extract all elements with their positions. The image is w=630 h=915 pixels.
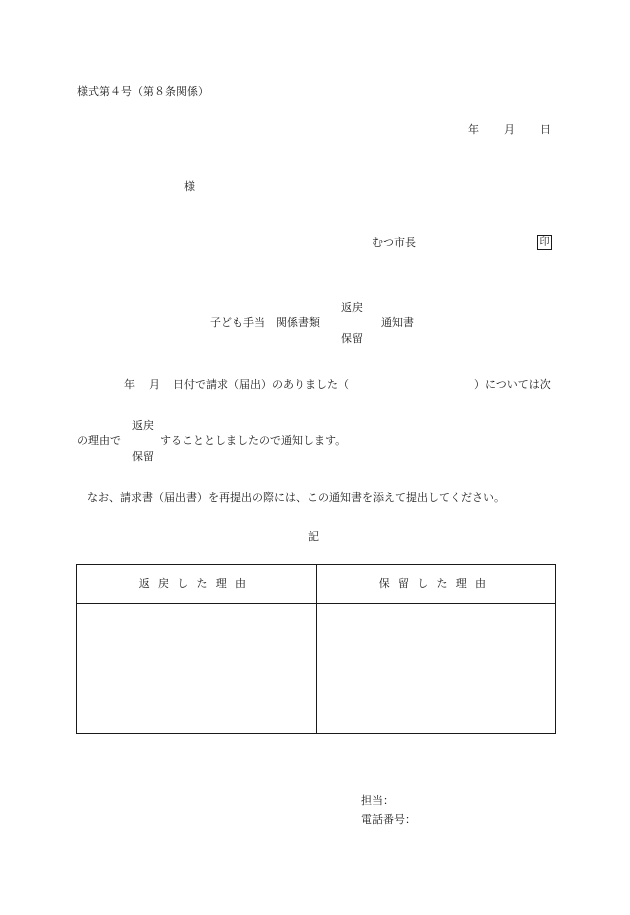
body-option-return: 返戻 xyxy=(132,419,154,432)
title-option-return: 返戻 xyxy=(341,301,363,314)
form-number: 様式第４号（第８条関係） xyxy=(77,85,209,98)
body-notice-text: することとしましたので通知します。 xyxy=(160,434,347,447)
header-hold-reason: 保留した理由 xyxy=(378,577,495,590)
reason-table xyxy=(76,564,556,734)
hold-reason-cell xyxy=(317,604,556,733)
date-day: 日 xyxy=(540,123,551,136)
ki-heading: 記 xyxy=(308,530,319,543)
contact-phone-label: 電話番号： xyxy=(361,813,416,826)
body-close-text: ）については次 xyxy=(474,378,551,391)
title-prefix: 子ども手当 関係書類 xyxy=(210,316,320,329)
title-option-hold: 保留 xyxy=(341,332,363,345)
date-month: 月 xyxy=(504,123,515,136)
seal-mark: 印 xyxy=(537,235,552,250)
body-date-text: 日付で請求（届出）のありました（ xyxy=(173,378,349,391)
issuer-name: むつ市長 xyxy=(372,236,416,249)
addressee-suffix: 様 xyxy=(184,180,195,193)
return-reason-cell xyxy=(77,604,316,733)
body-reason-prefix: の理由で xyxy=(77,434,121,447)
date-year: 年 xyxy=(468,123,479,136)
contact-person-label: 担当： xyxy=(361,794,394,807)
body-year: 年 xyxy=(124,378,135,391)
title-suffix: 通知書 xyxy=(381,316,414,329)
resubmit-note: なお、請求書（届出書）を再提出の際には、この通知書を添えて提出してください。 xyxy=(87,491,505,504)
body-option-hold: 保留 xyxy=(132,450,154,463)
body-month: 月 xyxy=(149,378,160,391)
header-return-reason: 返戻した理由 xyxy=(138,577,255,590)
